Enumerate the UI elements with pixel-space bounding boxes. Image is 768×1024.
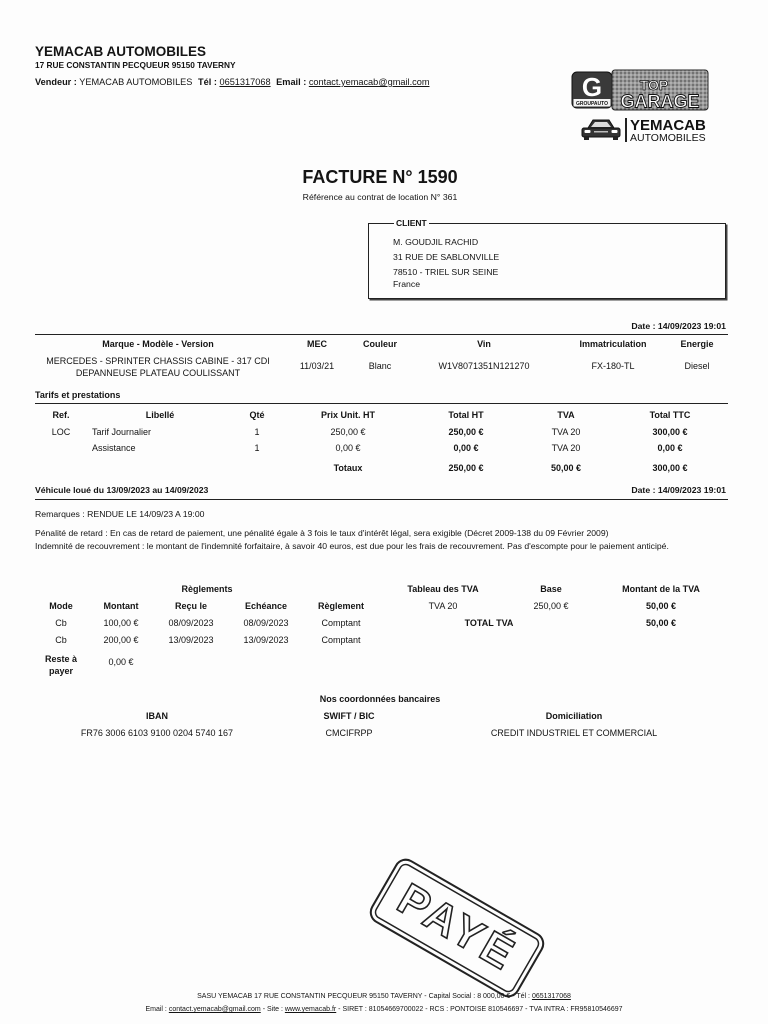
services-header-label: Libellé	[145, 410, 175, 420]
vat-header-amount: Montant de la TVA	[622, 584, 700, 594]
payment-received: 08/09/2023	[168, 618, 214, 628]
service-qty: 1	[254, 427, 260, 437]
vehicle-header-model: Marque - Modèle - Version	[102, 339, 214, 349]
payment-settlement: Comptant	[321, 635, 361, 645]
totals-tva: 50,00 €	[550, 463, 582, 473]
vehicle-color: Blanc	[368, 361, 392, 371]
seller-phone: 0651317068	[219, 77, 271, 87]
car-icon	[582, 120, 620, 140]
client-country: France	[393, 279, 421, 289]
iban-value: FR76 3006 6103 9100 0204 5740 167	[80, 728, 234, 738]
payment-settlement: Comptant	[321, 618, 361, 628]
seller-line	[35, 77, 429, 88]
brand-name: YEMACAB	[630, 117, 706, 134]
balance-amount: 0,00 €	[108, 657, 134, 667]
iban-label: IBAN	[146, 711, 168, 721]
vehicle-model-line2: DEPANNEUSE PLATEAU COULISSANT	[75, 368, 241, 378]
vehicle-mec: 11/03/21	[299, 361, 335, 371]
seller-email: contact.yemacab@gmail.com	[308, 77, 430, 87]
payment-mode: Cb	[55, 635, 67, 645]
top-garage-line1: TOP	[639, 77, 669, 93]
vehicle-header-plate: Immatriculation	[579, 339, 647, 349]
contract-reference: Référence au contrat de location N° 361	[302, 192, 458, 202]
payments-header-due: Echéance	[244, 601, 288, 611]
seller-label: Vendeur :	[35, 77, 77, 87]
totals-ht: 250,00 €	[448, 463, 484, 473]
payment-due: 08/09/2023	[243, 618, 289, 628]
vat-total-label: TOTAL TVA	[464, 618, 514, 628]
divider	[35, 403, 728, 404]
footer-email: contact.yemacab@gmail.com	[168, 1006, 261, 1013]
vat-total: 50,00 €	[645, 618, 677, 628]
footer-phone: 0651317068	[531, 993, 571, 1000]
footer-legal-ids: - SIRET : 81054669700022 - RCS : PONTOISE 810546697 - TVA INTRA : FR95810546697	[336, 1006, 623, 1013]
invoice-title: FACTURE N° 1590	[302, 167, 458, 187]
seller-name: YEMACAB AUTOMOBILES	[79, 77, 193, 87]
groupauto-name: GROUPAUTO	[575, 101, 609, 107]
rental-date: Date : 14/09/2023 19:01	[631, 485, 726, 495]
phone-label: Tél :	[198, 77, 217, 87]
service-label: Assistance	[92, 443, 136, 453]
paid-stamp-text: PAYÉ	[389, 874, 526, 981]
service-tva: TVA 20	[551, 443, 581, 453]
services-header-unit-price: Prix Unit. HT	[320, 410, 375, 420]
top-garage-logo	[612, 70, 708, 112]
service-unit-price: 0,00 €	[335, 443, 361, 453]
paid-stamp	[365, 854, 548, 1001]
footer-site-label: - Site :	[260, 1006, 285, 1013]
vat-table-title: Tableau des TVA	[407, 584, 479, 594]
vehicle-header-energy: Energie	[680, 339, 714, 349]
service-ref: LOC	[51, 427, 71, 437]
payments-header-mode: Mode	[49, 601, 73, 611]
remarks: Remarques : RENDUE LE 14/09/23 A 19:00	[35, 509, 205, 519]
payment-due: 13/09/2023	[243, 635, 289, 645]
groupauto-logo	[572, 72, 612, 108]
bic-value: CMCIFRPP	[325, 728, 373, 738]
company-name: YEMACAB AUTOMOBILES	[35, 44, 207, 59]
service-unit-price: 250,00 €	[330, 427, 366, 437]
service-total-ttc: 0,00 €	[657, 443, 683, 453]
vehicle-header-mec: MEC	[307, 339, 327, 349]
totals-label: Totaux	[333, 463, 363, 473]
vehicle-vin: W1V8071351N121270	[438, 361, 530, 371]
client-street: 31 RUE DE SABLONVILLE	[393, 252, 500, 262]
services-header-tva: TVA	[557, 410, 575, 420]
totals-ttc: 300,00 €	[652, 463, 688, 473]
vehicle-header-vin: Vin	[477, 339, 491, 349]
payment-mode: Cb	[55, 618, 67, 628]
services-section-title: Tarifs et prestations	[35, 390, 121, 400]
top-garage-line2: GARAGE	[620, 91, 700, 112]
services-header-ref: Ref.	[52, 410, 70, 420]
client-label: CLIENT	[396, 218, 427, 228]
brand-sub: AUTOMOBILES	[630, 132, 706, 144]
bank-title: Nos coordonnées bancaires	[319, 694, 441, 704]
bic-label: SWIFT / BIC	[323, 711, 375, 721]
footer-line2	[30, 1005, 738, 1014]
rental-period: Véhicule loué du 13/09/2023 au 14/09/2023	[35, 485, 209, 495]
services-header-total-ttc: Total TTC	[649, 410, 691, 420]
service-total-ttc: 300,00 €	[652, 427, 688, 437]
vat-header-base: Base	[540, 584, 562, 594]
service-tva: TVA 20	[551, 427, 581, 437]
divider	[35, 499, 728, 500]
vat-rate: TVA 20	[428, 601, 458, 611]
vat-base: 250,00 €	[533, 601, 569, 611]
divider	[35, 334, 728, 335]
legal-notice	[35, 527, 730, 552]
service-label: Tarif Journalier	[92, 427, 152, 437]
logo-area	[568, 68, 720, 148]
payment-amount: 200,00 €	[103, 635, 139, 645]
domiciliation-value: CREDIT INDUSTRIEL ET COMMERCIAL	[490, 728, 658, 738]
footer-site: www.yemacab.fr	[284, 1006, 337, 1013]
vat-amount: 50,00 €	[645, 601, 677, 611]
footer-company-info: SASU YEMACAB 17 RUE CONSTANTIN PECQUEUR 95150 TAVERNY - Capital Social : 8 000,00 € - Tél :	[197, 993, 532, 1000]
footer-email-label: Email :	[145, 1006, 169, 1013]
payments-header-received: Reçu le	[174, 601, 207, 611]
groupauto-letter: G	[581, 72, 603, 102]
recovery-fee-text: Indemnité de recouvrement : le montant de l'indemnité forfaitaire, à savoir 40 euros, est due pour les frais de recouvrement. Pas d'escompte pour le paiement anticipé.	[35, 540, 669, 551]
payment-amount: 100,00 €	[103, 618, 139, 628]
vehicle-plate: FX-180-TL	[591, 361, 635, 371]
service-total-ht: 0,00 €	[453, 443, 479, 453]
services-header-total-ht: Total HT	[448, 410, 484, 420]
client-name: M. GOUDJIL RACHID	[393, 237, 479, 247]
payments-header-amount: Montant	[103, 601, 139, 611]
payments-header-settlement: Règlement	[317, 601, 364, 611]
vehicle-energy: Diesel	[684, 361, 710, 371]
company-address: 17 RUE CONSTANTIN PECQUEUR 95150 TAVERNY	[35, 60, 236, 70]
balance-label: Reste à payer	[44, 654, 78, 676]
service-total-ht: 250,00 €	[448, 427, 484, 437]
client-city: 78510 - TRIEL SUR SEINE	[393, 267, 499, 277]
vehicle-model-line1: MERCEDES - SPRINTER CHASSIS CABINE - 317 CDI	[46, 356, 270, 366]
vehicle-header-color: Couleur	[362, 339, 397, 349]
domiciliation-label: Domiciliation	[545, 711, 603, 721]
vehicle-model	[28, 355, 288, 379]
payments-title: Règlements	[181, 584, 233, 594]
services-header-qty: Qté	[249, 410, 265, 420]
email-label: Email :	[276, 77, 307, 87]
late-penalty-text: Pénalité de retard : En cas de retard de paiement, une pénalité égale à 3 fois le taux d'intérêt légal, sera exigible (Décret 2009-138 du 09 Février 2009)	[35, 528, 609, 538]
invoice-date: Date : 14/09/2023 19:01	[631, 321, 726, 331]
payment-received: 13/09/2023	[168, 635, 214, 645]
service-qty: 1	[254, 443, 260, 453]
footer-line1	[30, 992, 738, 1001]
